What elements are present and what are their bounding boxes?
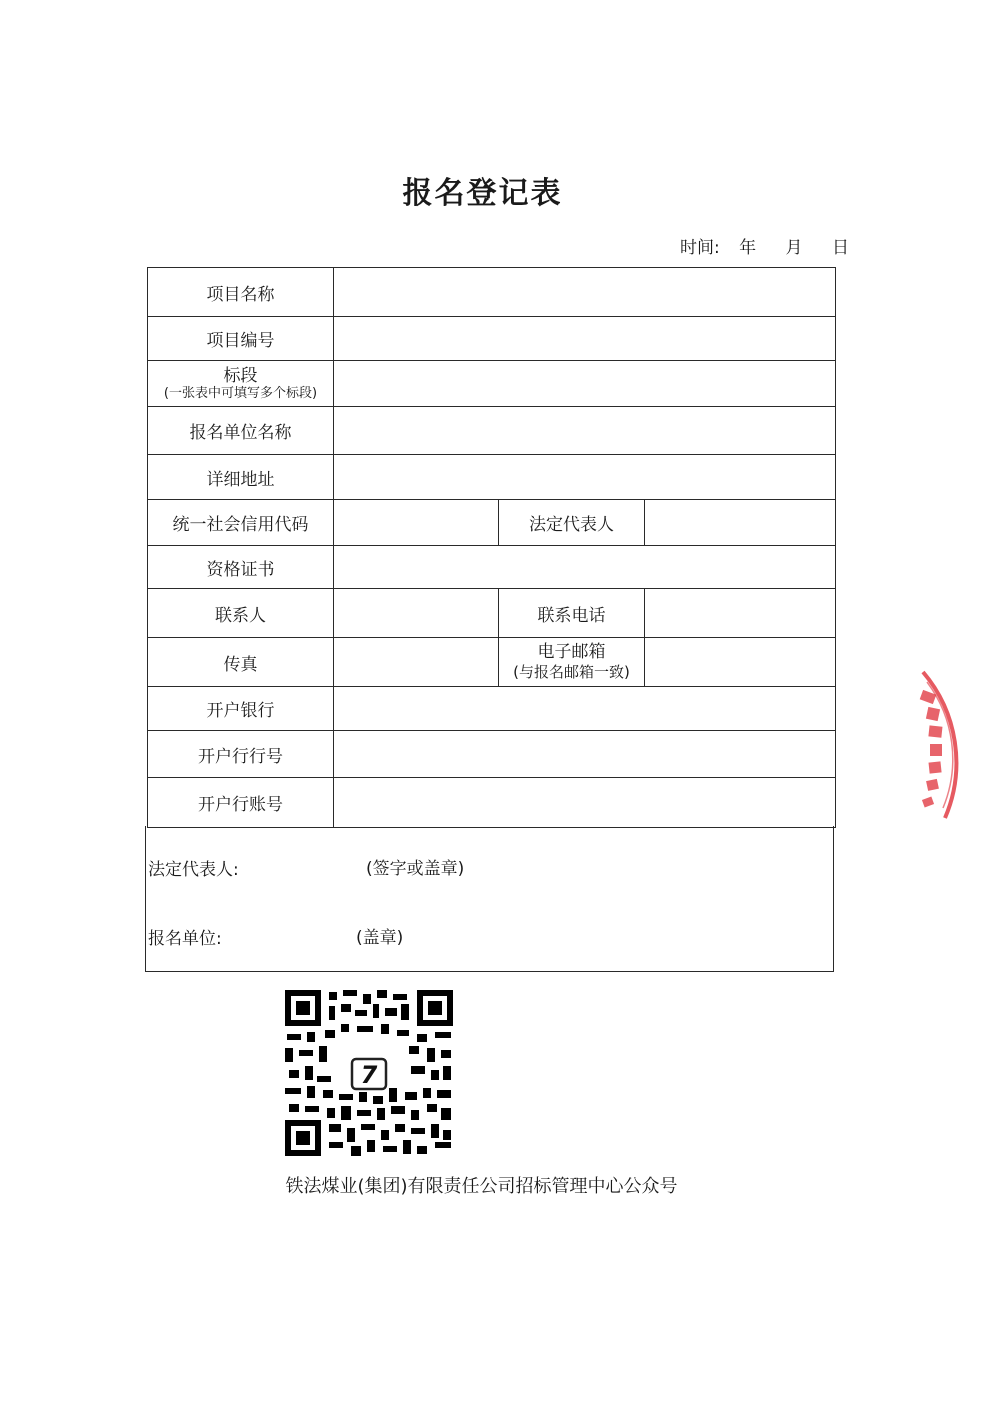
email-label: 电子邮箱 [537,642,606,662]
label-lot [148,361,334,407]
label-qualification: 资格证书 [148,546,334,589]
field-unit-name[interactable] [334,407,836,455]
label-project-no: 项目编号 [148,317,334,361]
field-bank-no[interactable] [334,731,836,778]
label-bank-no: 开户行行号 [148,731,334,778]
label-address: 详细地址 [148,455,334,500]
lot-label: 标段 [223,365,258,386]
unit-sign-label: 报名单位: [148,929,222,949]
form-title: 报名登记表 [402,176,563,211]
field-bank[interactable] [334,687,836,731]
legal-rep-sign-note[interactable]: (签字或盖章) [366,859,465,879]
lot-note: (一张表中可填写多个标段) [163,385,318,401]
red-seal-icon [905,660,975,830]
field-address[interactable] [334,455,836,500]
field-legal-rep[interactable] [645,500,836,546]
email-note: (与报名邮箱一致) [513,663,630,681]
label-project-name: 项目名称 [148,268,334,317]
field-fax[interactable] [334,638,499,687]
field-qualification[interactable] [334,546,836,589]
label-unit-name: 报名单位名称 [148,407,334,455]
date-year: 年 [739,238,757,258]
date-month: 月 [785,238,803,258]
field-bank-account[interactable] [334,778,836,828]
field-contact-phone[interactable] [645,589,836,638]
label-bank-account: 开户行账号 [148,778,334,828]
label-fax: 传真 [148,638,334,687]
qr-logo-text: 7 [360,1061,378,1089]
date-line [680,233,849,258]
label-email [499,638,645,687]
field-lot[interactable] [334,361,836,407]
field-email[interactable] [645,638,836,687]
qr-code-icon [285,990,453,1156]
label-legal-rep: 法定代表人 [499,500,645,546]
legal-rep-sign-label: 法定代表人: [148,860,239,880]
date-label: 时间: [680,238,720,258]
field-project-name[interactable] [334,268,836,317]
field-credit-code[interactable] [334,500,499,546]
label-contact: 联系人 [148,589,334,638]
field-project-no[interactable] [334,317,836,361]
field-contact[interactable] [334,589,499,638]
registration-table [147,267,836,828]
signature-box [145,826,834,972]
footer-caption: 铁法煤业(集团)有限责任公司招标管理中心公众号 [285,1176,678,1197]
unit-sign-note[interactable]: (盖章) [356,928,404,948]
label-bank: 开户银行 [148,687,334,731]
date-day: 日 [831,238,849,258]
label-credit-code: 统一社会信用代码 [148,500,334,546]
label-contact-phone: 联系电话 [499,589,645,638]
